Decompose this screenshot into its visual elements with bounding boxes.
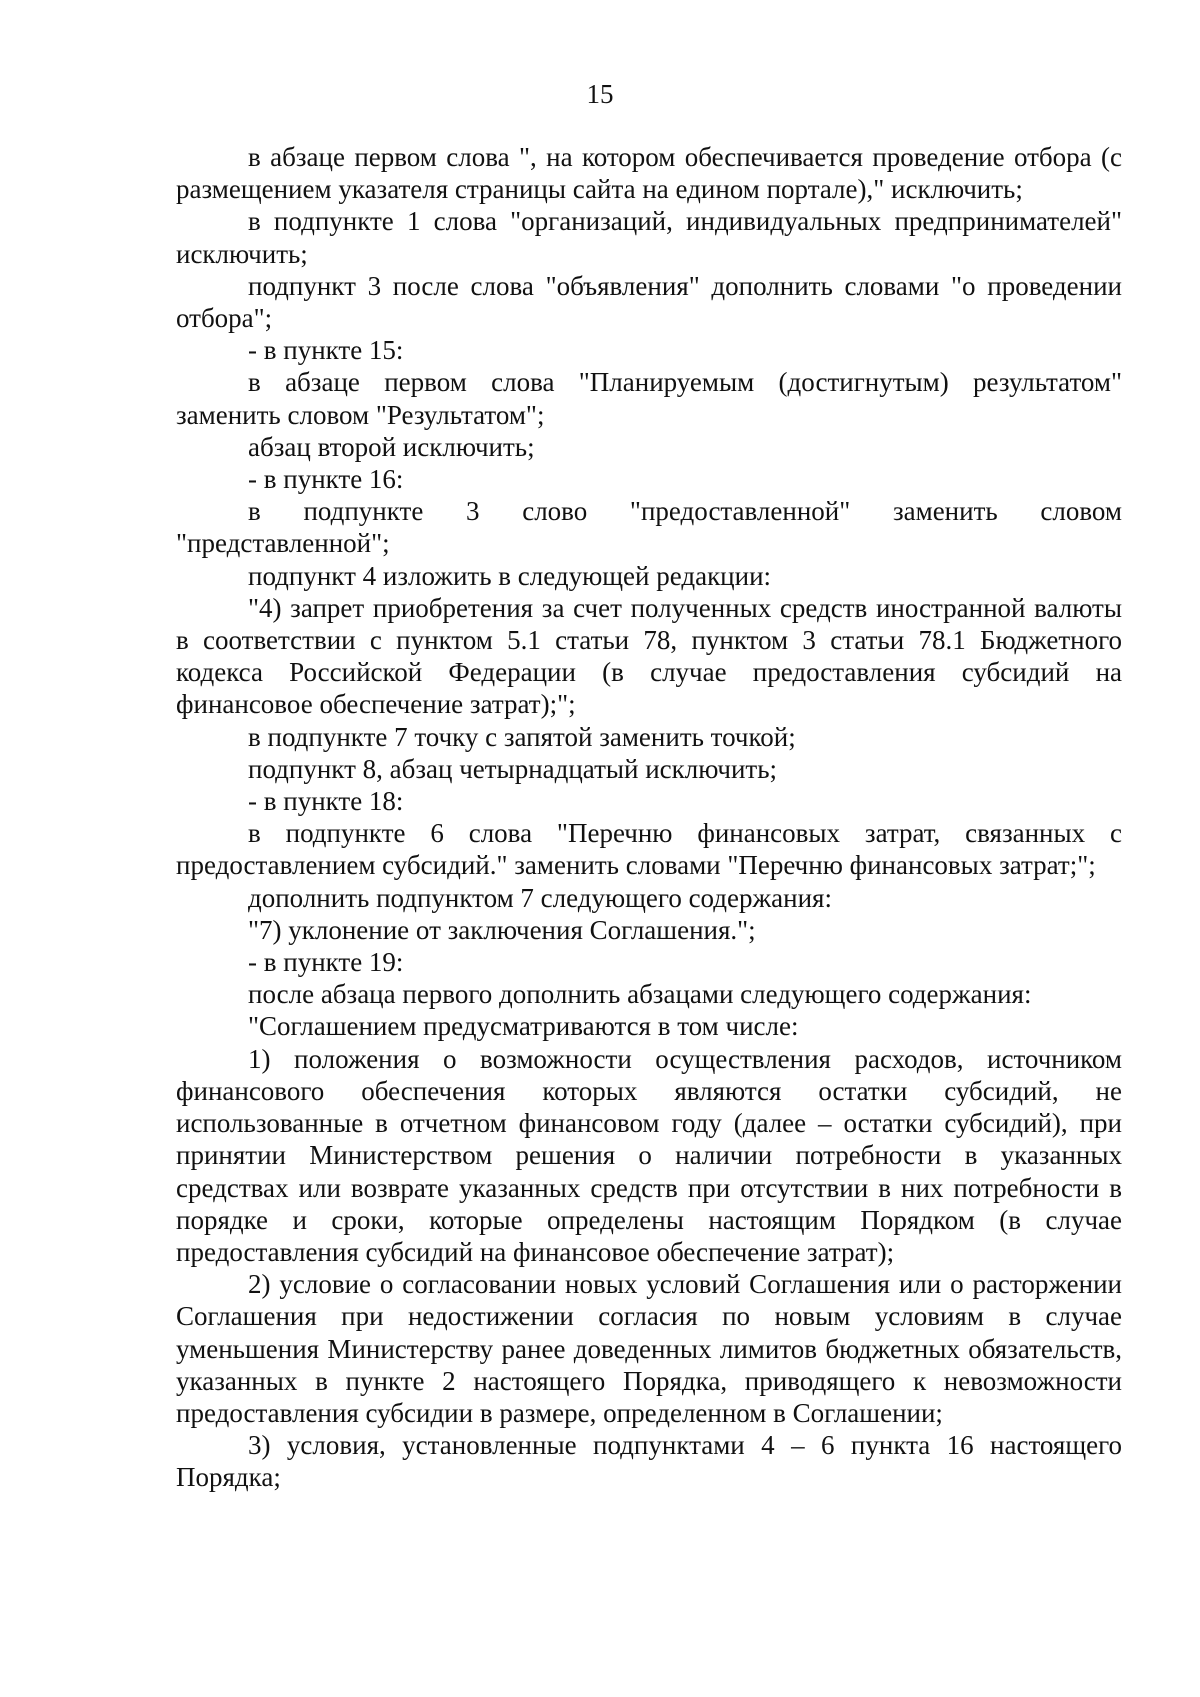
paragraph: абзац второй исключить; [248,431,535,462]
paragraph: в абзаце первом слова "Планируемым (достигнутым) результатом" заменить словом "Результатом"; [176,367,1122,430]
paragraph: - в пункте 18: [248,786,404,817]
paragraph: в подпункте 6 слова "Перечню финансовых затрат, связанных с предоставлением субсидий." заменить словами "Перечню финансовых затрат;"; [176,818,1122,881]
paragraph: в подпункте 3 слово "предоставленной" заменить словом "представленной"; [176,496,1122,559]
paragraph: подпункт 4 изложить в следующей редакции: [248,560,772,591]
paragraph: подпункт 8, абзац четырнадцатый исключить; [248,753,778,784]
paragraph: после абзаца первого дополнить абзацами следующего содержания: [248,979,1032,1010]
paragraph: - в пункте 16: [248,464,404,495]
paragraph: дополнить подпунктом 7 следующего содержания: [248,882,832,913]
document-body [176,141,1122,1494]
paragraph: в абзаце первом слова ", на котором обеспечивается проведение отбора (с размещением указателя страницы сайта на едином портале)," исключить; [176,142,1122,205]
page-number: 15 [586,79,614,109]
paragraph: подпункт 3 после слова "объявления" дополнить словами "о проведении отбора"; [176,270,1122,334]
paragraph: 2) условие о согласовании новых условий Соглашения или о расторжении Соглашения при недостижении согласия по новым условиям в случае уменьшения Министерству ранее доведенных лимитов бюджетных обязательств, указанных в пункте 2 настоящего Порядка, приводящего к невозможности предоставления субсидии в размере, определенном в Соглашении; [176,1269,1122,1428]
paragraph: "7) уклонение от заключения Соглашения."; [248,914,756,945]
paragraph: - в пункте 19: [248,947,404,978]
paragraph: в подпункте 7 точку с запятой заменить точкой; [248,721,796,752]
paragraph: "4) запрет приобретения за счет полученных средств иностранной валюты в соответствии с пунктом 5.1 статьи 78, пунктом 3 статьи 78.1 Бюджетного кодекса Российской Федерации (в случае предоставления субсидий на финансовое обеспечение затрат);"; [176,592,1122,720]
paragraph: - в пункте 15: [248,335,404,366]
paragraph: 3) условия, установленные подпунктами 4 – 6 пункта 16 настоящего Порядка; [176,1430,1122,1493]
paragraph: "Соглашением предусматриваются в том числе: [248,1011,799,1042]
paragraph: в подпункте 1 слова "организаций, индивидуальных предпринимателей" исключить; [176,206,1122,269]
paragraph: 1) положения о возможности осуществления расходов, источником финансового обеспечения которых являются остатки субсидий, не использованные в отчетном финансовом году (далее – остатки субсидий), при принятии Министерством решения о наличии потребности в указанных средствах или возврате указанных средств при отсутствии в них потребности в порядке и сроки, которые определены настоящим Порядком (в случае предоставления субсидий на финансовое обеспечение затрат); [176,1043,1122,1267]
